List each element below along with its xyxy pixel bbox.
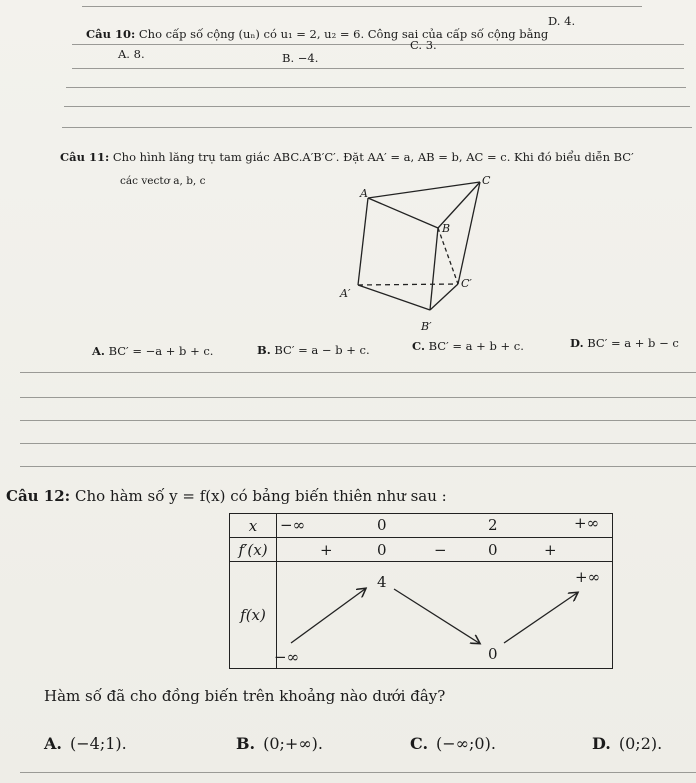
option-value: (−∞;0).	[436, 734, 496, 753]
q12-text: Cho hàm số y = f(x) có bảng biến thiên như sau :	[74, 487, 447, 505]
ruled-line	[64, 106, 690, 107]
edge-A1C1-hidden	[358, 284, 458, 285]
option-value: −4.	[297, 51, 319, 65]
q10-option-d[interactable]	[548, 14, 575, 28]
option-value: BC′ = a − b + c.	[274, 343, 370, 357]
option-letter: D.	[570, 336, 584, 350]
fp-sign-plus-2: +	[544, 541, 557, 559]
f-row-header: f(x)	[230, 562, 277, 669]
fp-sign-minus: −	[434, 541, 447, 559]
option-value: BC′ = a + b − c	[587, 336, 679, 350]
x-value-0: 0	[377, 516, 387, 534]
option-value: 8.	[133, 47, 145, 61]
option-value: 3.	[425, 38, 437, 52]
q10-stem	[86, 27, 548, 41]
ruled-line	[82, 6, 642, 7]
q11-option-a[interactable]	[92, 344, 213, 358]
edge-AC	[368, 182, 480, 198]
f-value-0: 0	[488, 645, 498, 663]
variation-arrows	[229, 561, 613, 669]
option-letter: B.	[257, 343, 271, 357]
option-value: (0;+∞).	[263, 734, 323, 753]
fp-sign-plus-1: +	[320, 541, 333, 559]
ruled-line	[20, 466, 696, 467]
q11-option-b[interactable]	[257, 343, 370, 357]
x-value-pos-inf: +∞	[574, 514, 600, 532]
ruled-line	[66, 87, 686, 88]
ruled-line	[20, 420, 696, 421]
q12-label: Câu 12:	[6, 487, 71, 505]
vertex-label-A: A	[360, 187, 368, 200]
edge-CC1	[458, 182, 480, 284]
option-value: BC′ = a + b + c.	[428, 339, 524, 353]
option-letter: D.	[548, 14, 561, 28]
q10-option-a[interactable]	[118, 47, 145, 61]
q11-label: Câu 11:	[60, 150, 110, 164]
ruled-line	[72, 44, 684, 45]
f-value-pos-inf: +∞	[575, 568, 601, 586]
q11-option-c[interactable]	[412, 339, 524, 353]
option-value: 4.	[564, 14, 576, 28]
increasing-arrow-2	[504, 593, 577, 643]
q12-option-b[interactable]	[236, 734, 323, 753]
q12-question: Hàm số đã cho đồng biến trên khoảng nào dưới đây?	[44, 687, 446, 705]
fp-row-header: f′(x)	[230, 538, 277, 562]
option-value: (−4;1).	[69, 734, 127, 753]
q10-option-b[interactable]	[282, 51, 318, 65]
option-letter: C.	[410, 38, 423, 52]
f-value-neg-inf: −∞	[274, 648, 300, 666]
option-value: BC′ = −a + b + c.	[108, 344, 214, 358]
vertex-label-C: C	[482, 174, 491, 187]
q12-option-d[interactable]	[592, 734, 662, 753]
decreasing-arrow	[394, 589, 479, 643]
ruled-line	[20, 443, 696, 444]
ruled-line	[20, 772, 696, 773]
q11-option-d[interactable]	[570, 336, 679, 350]
q11-stem	[60, 150, 634, 164]
vertex-label-C1: C′	[461, 277, 472, 290]
x-row-values	[277, 514, 613, 538]
vertex-label-B: B	[442, 222, 451, 235]
q10-label: Câu 10:	[86, 27, 136, 41]
fp-zero-1: 0	[377, 541, 387, 559]
q10-text: Cho cấp số cộng (uₙ) có u₁ = 2, u₂ = 6. Công sai của cấp số cộng bằng	[138, 27, 549, 41]
q12-option-c[interactable]	[410, 734, 496, 753]
option-letter: B.	[236, 734, 256, 753]
x-value-2: 2	[488, 516, 498, 534]
increasing-arrow-1	[291, 589, 365, 643]
ruled-line	[20, 372, 696, 373]
option-letter: A.	[44, 734, 62, 753]
fp-zero-2: 0	[488, 541, 498, 559]
option-letter: B.	[282, 51, 295, 65]
q11-text-line2: các vectơ a, b, c	[120, 175, 206, 187]
q12-stem	[6, 487, 447, 505]
edge-BC1-hidden	[438, 228, 458, 284]
q10-option-c[interactable]	[410, 38, 437, 52]
x-value-neg-inf: −∞	[280, 516, 306, 534]
q12-option-a[interactable]	[44, 734, 127, 753]
edge-B1C1	[430, 284, 458, 310]
option-letter: C.	[410, 734, 429, 753]
ruled-line	[72, 68, 684, 69]
ruled-line	[20, 397, 696, 398]
x-row-header: x	[230, 514, 277, 538]
edge-AB	[368, 198, 438, 228]
edge-A1B1	[358, 285, 430, 310]
edge-AA1	[358, 198, 368, 285]
edge-BB1	[430, 228, 438, 310]
option-letter: D.	[592, 734, 611, 753]
prism-figure	[330, 170, 500, 335]
option-letter: C.	[412, 339, 425, 353]
option-letter: A.	[118, 47, 130, 61]
f-value-4: 4	[377, 573, 387, 591]
vertex-label-B1: B′	[421, 320, 432, 333]
q11-text: Cho hình lăng trụ tam giác ABC.A′B′C′. Đặt AA′ = a, AB = b, AC = c. Khi đó biểu diễn BC′	[112, 150, 634, 164]
option-letter: A.	[92, 344, 105, 358]
option-value: (0;2).	[618, 734, 663, 753]
ruled-line	[62, 127, 692, 128]
vertex-label-A1: A′	[340, 287, 351, 300]
